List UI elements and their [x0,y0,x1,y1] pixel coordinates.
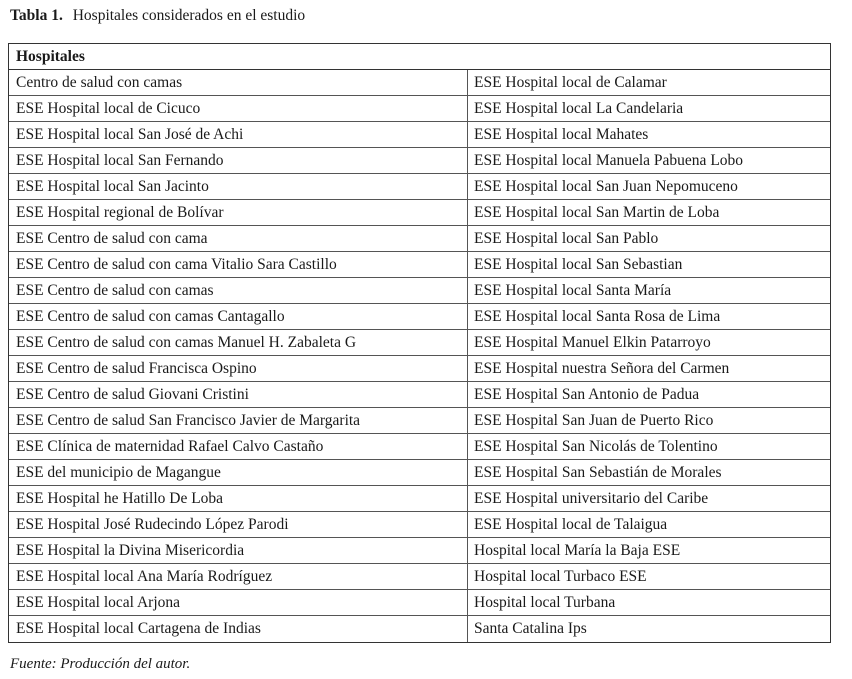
table-row [9,616,830,642]
table-row [9,226,830,252]
table-cell-right: ESE Hospital local Santa María [474,282,672,299]
table-cell-right: ESE Hospital nuestra Señora del Carmen [474,360,730,377]
table-cell-right: ESE Hospital San Nicolás de Tolentino [474,438,718,455]
hospitals-table [8,43,831,643]
table-cell-right: ESE Hospital San Antonio de Padua [474,386,700,403]
table-row [9,434,830,460]
table-cell-left: ESE del municipio de Magangue [9,460,468,485]
table-header-hospitales: Hospitales [16,48,85,65]
table-cell-right: ESE Hospital local de Talaigua [474,516,668,533]
table-cell-left: ESE Hospital José Rudecindo López Parodi [9,512,468,537]
table-row [9,590,830,616]
table-source-note: Fuente: Producción del autor. [10,656,191,672]
table-row [9,200,830,226]
table-cell-right: ESE Hospital local Mahates [474,126,649,143]
table-row [9,304,830,330]
table-cell-left: ESE Hospital local Ana María Rodríguez [9,564,468,589]
table-row [9,512,830,538]
table-row [9,356,830,382]
table-cell-right: ESE Hospital local San Martin de Loba [474,204,720,221]
table-cell-left: ESE Clínica de maternidad Rafael Calvo Castaño [9,434,468,459]
table-cell-right: ESE Hospital Manuel Elkin Patarroyo [474,334,711,351]
table-cell-right: ESE Hospital local San Pablo [474,230,659,247]
table-row [9,538,830,564]
table-cell-left: ESE Centro de salud con camas [9,278,468,303]
table-cell-left: ESE Hospital local Arjona [9,590,468,615]
table-cell-right: ESE Hospital local Santa Rosa de Lima [474,308,721,325]
table-cell-left: ESE Hospital local San José de Achi [9,122,468,147]
table-cell-left: ESE Hospital local San Fernando [9,148,468,173]
table-row [9,96,830,122]
table-cell-left: ESE Centro de salud Giovani Cristini [9,382,468,407]
table-row [9,70,830,96]
table-row [9,564,830,590]
table-cell-right: ESE Hospital universitario del Caribe [474,490,709,507]
table-cell-right: ESE Hospital San Juan de Puerto Rico [474,412,714,429]
table-cell-left: ESE Hospital local Cartagena de Indias [9,616,468,642]
table-body [9,70,830,642]
table-row [9,122,830,148]
table-row [9,278,830,304]
table-caption-title: Hospitales considerados en el estudio [72,7,306,24]
table-header-row [9,44,830,70]
table-cell-right: Hospital local Turbana [474,594,616,611]
table-cell-left: ESE Centro de salud con cama [9,226,468,251]
table-cell-right: Santa Catalina Ips [474,620,587,637]
table-row [9,330,830,356]
table-row [9,460,830,486]
table-row [9,148,830,174]
table-cell-left: ESE Centro de salud San Francisco Javier de Margarita [9,408,468,433]
table-row [9,382,830,408]
table-cell-left: Centro de salud con camas [9,70,468,95]
table-row [9,408,830,434]
table-cell-left: ESE Centro de salud Francisca Ospino [9,356,468,381]
table-cell-right: Hospital local Turbaco ESE [474,568,647,585]
table-cell-right: Hospital local María la Baja ESE [474,542,681,559]
table-cell-right: ESE Hospital local La Candelaria [474,100,684,117]
table-caption-label: Tabla 1. [10,7,63,24]
table-cell-left: ESE Hospital local San Jacinto [9,174,468,199]
table-cell-right: ESE Hospital local de Calamar [474,74,667,91]
table-cell-right: ESE Hospital local Manuela Pabuena Lobo [474,152,744,169]
table-cell-left: ESE Centro de salud con camas Manuel H. Zabaleta G [9,330,468,355]
table-cell-left: ESE Centro de salud con camas Cantagallo [9,304,468,329]
table-cell-right: ESE Hospital San Sebastián de Morales [474,464,722,481]
table-cell-left: ESE Hospital la Divina Misericordia [9,538,468,563]
table-cell-left: ESE Hospital he Hatillo De Loba [9,486,468,511]
table-caption [10,6,305,26]
table-cell-right: ESE Hospital local San Juan Nepomuceno [474,178,738,195]
table-cell-right: ESE Hospital local San Sebastian [474,256,683,273]
table-cell-left: ESE Hospital regional de Bolívar [9,200,468,225]
table-row [9,174,830,200]
table-row [9,252,830,278]
table-row [9,486,830,512]
table-cell-left: ESE Hospital local de Cicuco [9,96,468,121]
table-cell-left: ESE Centro de salud con cama Vitalio Sara Castillo [9,252,468,277]
table-header-empty [468,44,830,69]
